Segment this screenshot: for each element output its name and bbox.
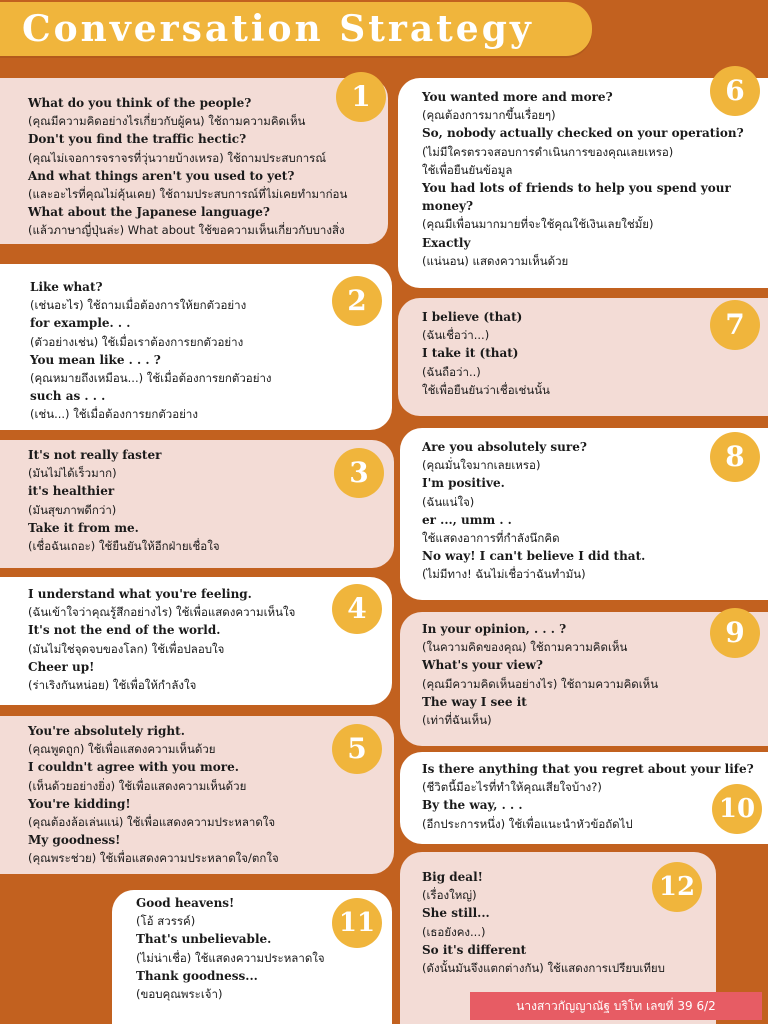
english-phrase: Cheer up!	[28, 659, 95, 674]
thai-explanation: (เธอยังคง...)	[422, 924, 486, 939]
thai-explanation: (มันไม่ได้เร็วมาก)	[28, 466, 117, 481]
card-number-10: 10	[712, 784, 762, 834]
english-phrase: er ..., umm . .	[422, 512, 512, 527]
thai-explanation: (ชีวิตนี้มีอะไรที่ทำให้คุณเสียใจบ้าง?)	[422, 780, 602, 795]
thai-explanation: ใช้เพื่อยืนยันว่าเชื่อเช่นนั้น	[422, 382, 550, 397]
thai-explanation: (คุณมั่นใจมากเลยเหรอ)	[422, 458, 541, 473]
card-number-11: 11	[332, 898, 382, 948]
english-phrase: You mean like . . . ?	[30, 352, 161, 367]
card-number-8: 8	[710, 432, 760, 482]
card-number-5: 5	[332, 724, 382, 774]
english-phrase: It's not really faster	[28, 448, 162, 462]
thai-explanation: ใช้แสดงอาการที่กำลังนึกคิด	[422, 531, 560, 546]
english-phrase: it's healthier	[28, 484, 115, 499]
thai-explanation: (เช่น...) ใช้เมื่อต้องการยกตัวอย่าง	[30, 407, 198, 422]
english-phrase: What do you think of the people?	[28, 96, 252, 110]
thai-explanation: (ไม่มีใครตรวจสอบการดำเนินการของคุณเลยเหรอ)	[422, 144, 674, 159]
thai-explanation: (ดังนั้นมันจึงแตกต่างกัน) ใช้แสดงการเปรียบเทียบ	[422, 961, 665, 976]
english-phrase: Take it from me.	[28, 520, 139, 535]
card-number-12: 12	[652, 862, 702, 912]
thai-explanation: (ตัวอย่างเช่น) ใช้เมื่อเราต้องการยกตัวอย่าง	[30, 334, 244, 349]
thai-explanation: (ร่าเริงกันหน่อย) ใช้เพื่อให้กำลังใจ	[28, 678, 197, 693]
english-phrase: Are you absolutely sure?	[422, 440, 587, 454]
thai-explanation: (และอะไรที่คุณไม่คุ้นเคย) ใช้ถามประสบการณ์ที่ไม่เคยทำมาก่อน	[28, 187, 348, 202]
english-phrase: And what things aren't you used to yet?	[28, 168, 295, 183]
author-footer: นางสาวกัญญาณัฐ บริโท เลขที่ 39 6/2	[470, 992, 762, 1020]
english-phrase: So it's different	[422, 942, 527, 957]
english-phrase: What's your view?	[422, 658, 543, 673]
english-phrase: The way I see it	[422, 694, 527, 709]
strategy-card-6	[398, 78, 768, 288]
english-phrase: She still...	[422, 906, 490, 921]
english-phrase: I couldn't agree with you more.	[28, 760, 239, 775]
english-phrase: I take it (that)	[422, 346, 519, 361]
thai-explanation: (ขอบคุณพระเจ้า)	[136, 987, 223, 1002]
thai-explanation: (อีกประการหนึ่ง) ใช้เพื่อแนะนำหัวข้อถัดไป	[422, 816, 633, 831]
thai-explanation: (มันสุขภาพดีกว่า)	[28, 502, 117, 517]
thai-explanation: (เห็นด้วยอย่างยิ่ง) ใช้เพื่อแสดงความเห็นด้วย	[28, 778, 247, 793]
thai-explanation: (ฉันเชื่อว่า...)	[422, 328, 490, 343]
english-phrase: You're kidding!	[28, 796, 131, 811]
english-phrase: money?	[422, 199, 474, 214]
english-phrase: Is there anything that you regret about your life?	[422, 762, 754, 776]
card-number-1: 1	[336, 72, 386, 122]
english-phrase: That's unbelievable.	[136, 932, 272, 947]
english-phrase: I believe (that)	[422, 310, 523, 324]
english-phrase: Big deal!	[422, 870, 483, 884]
thai-explanation: (เชื่อฉันเถอะ) ใช้ยืนยันให้อีกฝ่ายเชื่อใจ	[28, 539, 220, 554]
thai-explanation: (คุณมีเพื่อนมากมายที่จะใช้คุณใช้เงินเลยใช่มั้ย)	[422, 217, 654, 232]
thai-explanation: (แล้วภาษาญี่ปุ่นล่ะ) What about ใช้ขอความเห็นเกี่ยวกับบางสิ่ง	[28, 223, 345, 238]
english-phrase: What about the Japanese language?	[28, 205, 270, 220]
thai-explanation: (เช่นอะไร) ใช้ถามเมื่อต้องการให้ยกตัวอย่าง	[30, 298, 247, 313]
thai-explanation: ใช้เพื่อยืนยันข้อมูล	[422, 162, 513, 177]
english-phrase: You had lots of friends to help you spend your	[422, 181, 731, 196]
thai-explanation: (คุณมีความคิดอย่างไรเกี่ยวกับผู้คน) ใช้ถามความคิดเห็น	[28, 114, 306, 129]
english-phrase: You wanted more and more?	[422, 90, 613, 104]
thai-explanation: (ฉันถือว่า..)	[422, 364, 481, 379]
thai-explanation: (คุณต้องล้อเล่นแน่) ใช้เพื่อแสดงความประหลาดใจ	[28, 815, 276, 830]
strategy-card-3	[0, 440, 394, 568]
english-phrase: By the way, . . .	[422, 798, 523, 813]
card-number-3: 3	[334, 448, 384, 498]
english-phrase: I understand what you're feeling.	[28, 587, 252, 601]
english-phrase: Thank goodness...	[136, 968, 258, 983]
english-phrase: Like what?	[30, 280, 103, 294]
thai-explanation: (ไม่น่าเชื่อ) ใช้แสดงความประหลาดใจ	[136, 950, 325, 965]
english-phrase: I'm positive.	[422, 476, 505, 491]
thai-explanation: (ฉันแน่ใจ)	[422, 494, 475, 509]
thai-explanation: (คุณไม่เจอการจราจรที่วุ่นวายบ้างเหรอ) ใช้ถามประสบการณ์	[28, 150, 326, 165]
english-phrase: So, nobody actually checked on your operation?	[422, 126, 744, 141]
english-phrase: Exactly	[422, 235, 471, 250]
thai-explanation: (คุณพระช่วย) ใช้เพื่อแสดงความประหลาดใจ/ตกใจ	[28, 851, 279, 866]
thai-explanation: (เท่าที่ฉันเห็น)	[422, 713, 492, 728]
page-title: Conversation Strategy	[22, 8, 534, 50]
english-phrase: such as . . .	[30, 389, 106, 404]
english-phrase: Don't you find the traffic hectic?	[28, 132, 247, 147]
strategy-card-2	[0, 264, 392, 430]
english-phrase: It's not the end of the world.	[28, 623, 221, 638]
thai-explanation: (ในความคิดของคุณ) ใช้ถามความคิดเห็น	[422, 640, 628, 655]
card-number-4: 4	[332, 584, 382, 634]
thai-explanation: (คุณพูดถูก) ใช้เพื่อแสดงความเห็นด้วย	[28, 742, 216, 757]
english-phrase: Good heavens!	[136, 896, 235, 910]
card-number-6: 6	[710, 66, 760, 116]
thai-explanation: (ไม่มีทาง! ฉันไม่เชื่อว่าฉันทำมัน)	[422, 567, 586, 582]
strategy-card-10	[400, 752, 768, 844]
english-phrase: My goodness!	[28, 833, 121, 848]
english-phrase: You're absolutely right.	[28, 724, 185, 738]
thai-explanation: (แน่นอน) แสดงความเห็นด้วย	[422, 253, 569, 268]
card-number-7: 7	[710, 300, 760, 350]
english-phrase: No way! I can't believe I did that.	[422, 549, 646, 564]
thai-explanation: (โอ้ สวรรค์)	[136, 914, 196, 929]
thai-explanation: (มันไม่ใช่จุดจบของโลก) ใช้เพื่อปลอบใจ	[28, 641, 225, 656]
strategy-card-4	[0, 577, 392, 705]
card-number-2: 2	[332, 276, 382, 326]
thai-explanation: (คุณมีความคิดเห็นอย่างไร) ใช้ถามความคิดเห็น	[422, 676, 659, 691]
thai-explanation: (ฉันเข้าใจว่าคุณรู้สึกอย่างไร) ใช้เพื่อแสดงความเห็นใจ	[28, 605, 296, 620]
card-number-9: 9	[710, 608, 760, 658]
thai-explanation: (เรื่องใหญ่)	[422, 888, 477, 903]
thai-explanation: (คุณหมายถึงเหมือน...) ใช้เมื่อต้องการยกตัวอย่าง	[30, 371, 272, 386]
english-phrase: for example. . .	[30, 316, 131, 331]
strategy-card-1	[0, 78, 388, 244]
title-banner	[0, 2, 592, 56]
thai-explanation: (คุณต้องการมากขึ้นเรื่อยๆ)	[422, 108, 556, 123]
english-phrase: In your opinion, . . . ?	[422, 622, 567, 636]
